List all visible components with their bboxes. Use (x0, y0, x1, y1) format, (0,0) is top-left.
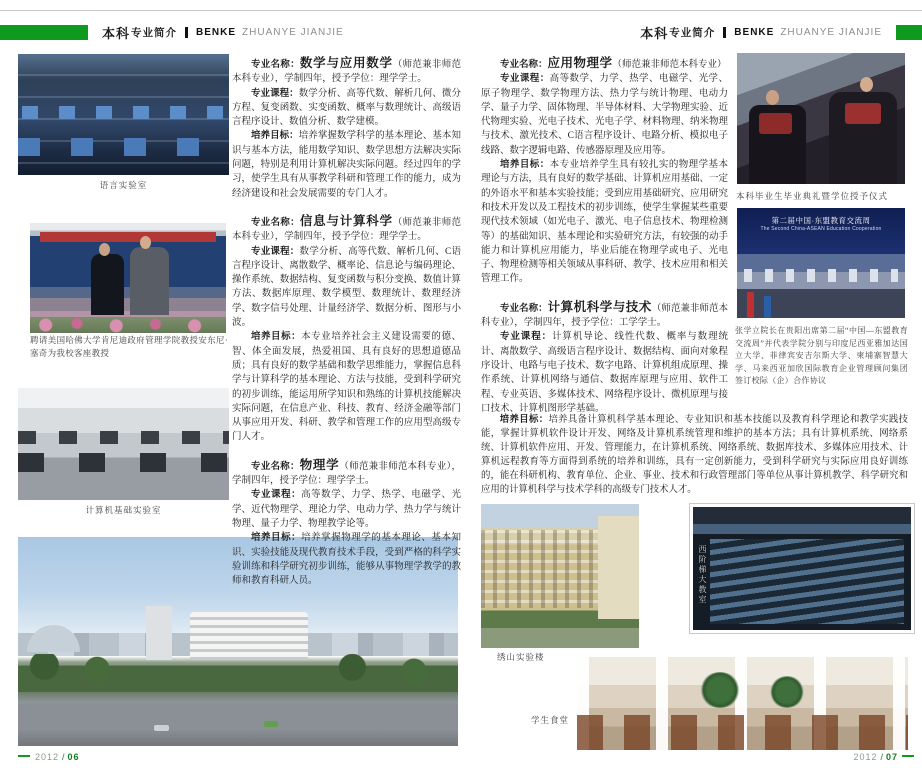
computer-science-goal-paragraph (481, 413, 908, 497)
photo-asean-banner (737, 208, 905, 254)
major-section-computer-science (481, 300, 728, 416)
photo-computer-lab (18, 388, 229, 500)
photo-graduate-head-right (860, 77, 873, 92)
major-name-suffix: （师范兼非师范本科专业），学制四年，授予学位：工学学士。 (481, 303, 728, 329)
major-section-math (232, 56, 461, 201)
photo-language-lab-monitors (22, 106, 229, 119)
footer-page-number-right (853, 752, 898, 762)
major-goal: 培养具备计算机科学基本理论、专业知识和基本技能以及教育科学理论和教学实践技能，掌握计算机软件设计开发、网络及计算机系统管理和维护的基本方法；具有计算机系统、网络系统、计算机软件应用、开发、管理能力，在计算机系统、网络系统、数据库技术、多媒体应用技术、计算机远程教育等方面得到系统的培养和训练，具有一定创新能力，受到科学研究与实际应用良好训练的，能在科研机构、教育单位、企业、事业、技术和行政管理部门等单位从事计算机教学、科学研究和应用的计算机科学与技术学科的高级专门技术人才。 (481, 415, 908, 495)
major-courses: 数学分析、高等代数、解析几何、C语言程序设计、离散数学、概率论、信息论与编码理论、操作系统、数据结构、复变函数与积分变换、数值计算方法、数据库原理、数学模型、数理统计、数理经济学、数字信号处理、计量经济学、数据分析、图形与小波。 (232, 246, 461, 329)
major-courses-label: 专业课程： (500, 332, 553, 343)
photo-asean-people (744, 269, 899, 282)
header-title-en-rest: ZHUANYE JIANJIE (242, 26, 344, 38)
photo-asean-banner-en: The Second China-ASEAN Education Cooperation (760, 226, 882, 232)
photo-graduate-hood-right (845, 103, 882, 124)
header-title-cn-bold: 本科 (640, 25, 669, 41)
photo-figure-right (130, 247, 169, 315)
photo-car (154, 725, 169, 731)
photo-flowers (30, 317, 226, 334)
photo-figure-left (91, 254, 124, 316)
header-divider-icon (185, 27, 188, 38)
photo-asean-banner-cn: 第二届中国·东盟教育交流周 (771, 216, 871, 225)
header-title-cn-bold: 本科 (102, 25, 131, 41)
major-name-label: 专业名称： (500, 60, 548, 70)
major-name-label: 专业名称： (251, 461, 300, 472)
header-accent-bar-left (0, 25, 88, 40)
major-goal: 本专业培养社会主义建设需要的德、智、体全面发展，热爱祖国、具有良好的思想道德品质；具有良好的数学基础和数学思维能力，掌握信息科学与计算科学的基本理论、方法与技能，受到科学研究的初步训练，能运用所学知识和熟练的计算机技能解决实际问题，在信息产业、科技、教育、经济金融等部门从事应用开发、科研、教学和管理工作的应用型高级专门人才。 (232, 332, 461, 443)
photo-student-canteen (577, 657, 908, 750)
footer-separator: / (880, 752, 883, 762)
major-goal: 培养掌握物理学的基本理论、基本知识、实验技能及现代教育技术手段，受到严格的科学实验训练和科学研究初步训练，能够从事物理学教学的教师和教育科研人员。 (232, 533, 461, 587)
photo-theatre-seats (710, 539, 904, 624)
left-text-column (232, 56, 461, 601)
photo-graduation-ceremony (737, 53, 905, 184)
photo-language-lab (18, 54, 229, 175)
photo-asean-stage (737, 254, 905, 318)
photo-road (18, 704, 458, 746)
footer-page-number-left (35, 752, 80, 762)
major-name: 计算机科学与技术 (547, 299, 652, 314)
major-name: 数学与应用数学 (299, 56, 393, 70)
photo-banner (40, 232, 216, 242)
footer-accent-left (18, 755, 30, 757)
header-right (640, 24, 922, 40)
major-name-label: 专业名称： (251, 60, 300, 70)
major-section-info-computing (232, 214, 461, 445)
major-name: 信息与计算科学 (299, 213, 393, 228)
header-divider-icon (723, 27, 726, 38)
photo-xiushan-building (481, 504, 639, 648)
photo-trees (18, 654, 458, 692)
major-goal-label: 培养目标： (499, 415, 549, 425)
photo-asean-education-week (737, 208, 905, 318)
major-courses-label: 专业课程： (251, 246, 300, 257)
photo-computer-lab-monitors (18, 431, 229, 444)
major-name-suffix: （师范兼非师范本科专业），学制四年，授予学位：理学学士。 (232, 217, 461, 243)
footer-year: 2012 (853, 752, 878, 762)
photo-canteen-plant-2 (769, 676, 805, 708)
major-goal-label: 培养目标： (500, 160, 550, 171)
header-title-cn-rest: 专业简介 (669, 26, 716, 39)
photo-canteen-tables (577, 715, 908, 750)
photo-asean-flag-red (747, 292, 754, 318)
footer-page: 07 (885, 752, 898, 762)
photo-language-lab-monitors-2 (18, 138, 229, 156)
major-name: 物理学 (299, 457, 340, 472)
photo-tower (146, 606, 172, 660)
header-title-en-bold: BENKE (196, 26, 237, 38)
footer-year: 2012 (35, 752, 60, 762)
major-courses-label: 专业课程： (251, 88, 299, 99)
top-rule (0, 10, 922, 11)
caption-xiushan-building: 绣山实验楼 (497, 652, 545, 662)
caption-language-lab: 语言实验室 (99, 180, 148, 190)
major-name-suffix: （师范兼非师范本科专业），学制四年，授予学位：理学学士。 (232, 60, 461, 85)
header-title-en-rest: ZHUANYE JIANJIE (780, 26, 882, 38)
photo-graduate-head-left (766, 90, 779, 105)
caption-lecture-theatre: 西阶梯大教室 (698, 545, 707, 605)
major-courses: 计算机导论、线性代数、概率与数理统计、离散数学、高级语言程序设计、数据结构、面向对象程序设计、电路与电子技术、数字电路、计算机组成原理、操作系统、计算机网络与通信、数据库原理与应用、软件工程、专业英语、多媒体技术、网络程序设计、微机原理与接口技术、计算机图形学基础。 (481, 332, 729, 414)
caption-computer-lab: 计算机基础实验室 (85, 505, 162, 515)
caption-graduation: 本科毕业生毕业典礼暨学位授予仪式 (735, 191, 888, 201)
photo-car-2 (264, 721, 278, 727)
caption-harvard-visit: 聘请美国哈佛大学肯尼迪政府管理学院教授安东尼·塞奇为我校客座教授 (30, 335, 228, 358)
footer-separator: / (62, 752, 65, 762)
header-title-cn-rest: 专业简介 (131, 26, 178, 39)
photo-lecture-theatre (690, 504, 914, 633)
major-courses: 高等数学、力学、热学、电磁学、光学、原子物理学、数学物理方法、热力学与统计物理、电动力学、量子力学、固体物理、半导体材料、大学物理实验、近代物理实验、光电子技术、光电子学、材料物理、纳米物理与技术、激光技术、C语言程序设计、电路分析、模拟电子线路、数字逻辑电路、传感器原理及应用等。 (481, 74, 729, 156)
caption-student-canteen: 学生食堂 (531, 715, 570, 725)
photo-figure-left-head (99, 243, 110, 256)
photo-computer-lab-monitors-2 (18, 453, 229, 472)
header-title-en-bold: BENKE (734, 26, 775, 38)
major-courses: 高等数学、力学、热学、电磁学、光学、近代物理学、理论力学、电动力学、热力学与统计物理、量子力学、物理教学论等。 (232, 490, 461, 529)
major-goal-label: 培养目标： (251, 332, 302, 343)
footer-accent-right (902, 755, 914, 757)
major-name: 应用物理学 (547, 56, 613, 70)
major-goal: 本专业培养学生具有较扎实的物理学基本理论与方法，具有良好的数学基础、计算机应用基础、一定的外语水平和基本实验技能；受到应用基础研究、应用研究和技术开发以及工程技术的初步训练，使学生掌握某些重要现代技术领域（如光电子、激光、电子信息技术、物理检测等）的基础知识、基本理论和实验研究方法，有较强的动手能力和计算机应用能力，毕业后能在物理学或电子、光电子、物理检测等相关领域从事科研、教学、技术应用和相关管理工作。 (481, 160, 729, 285)
right-text-column (481, 56, 728, 429)
major-name-label: 专业名称： (251, 217, 300, 228)
caption-asean: 张学立院长在贵阳出席第二届“中国—东盟教育交流周”并代表学院分别与印度尼西亚雅加达国立大学、菲律宾安吉尔斯大学、柬埔寨智慧大学、马来西亚加欣国际教育企业管理顾问集团签订校际（企）合作协议 (735, 326, 908, 385)
photo-asean-flag-blue (764, 296, 771, 318)
major-section-physics (232, 458, 461, 589)
major-name-suffix: （师范兼非师范本科专业） (612, 60, 727, 70)
major-courses-label: 专业课程： (500, 74, 550, 85)
photo-graduate-hood-left (759, 113, 793, 134)
header-left (0, 24, 344, 40)
major-goal-label: 培养目标： (251, 533, 302, 544)
major-section-applied-physics (481, 56, 728, 287)
major-name-label: 专业名称： (500, 303, 548, 314)
major-courses: 数学分析、高等代数、解析几何、微分方程、复变函数、实变函数、概率与数理统计、高级语言程序设计、数值分析、数学建模。 (232, 88, 461, 128)
photo-dome (27, 625, 80, 652)
major-goal: 培养掌握数学科学的基本理论、基本知识与基本方法，能用数学知识、数学思想方法解决实际问题，特别是利用计算机解决实际问题。经过四年的学习，使学生具有从事教学科研和管理工作的能力，成为经济建设和社会发展需要的专门人才。 (232, 131, 461, 199)
header-accent-bar-right (896, 25, 922, 40)
major-courses-label: 专业课程： (251, 490, 302, 501)
major-name-suffix: （师范兼非师范本科专业），学制四年，授予学位：理学学士。 (232, 461, 461, 487)
footer-page: 06 (67, 752, 80, 762)
photo-harvard-visit (30, 223, 226, 333)
photo-building-right-wing (598, 516, 639, 620)
major-goal-label: 培养目标： (251, 131, 299, 142)
